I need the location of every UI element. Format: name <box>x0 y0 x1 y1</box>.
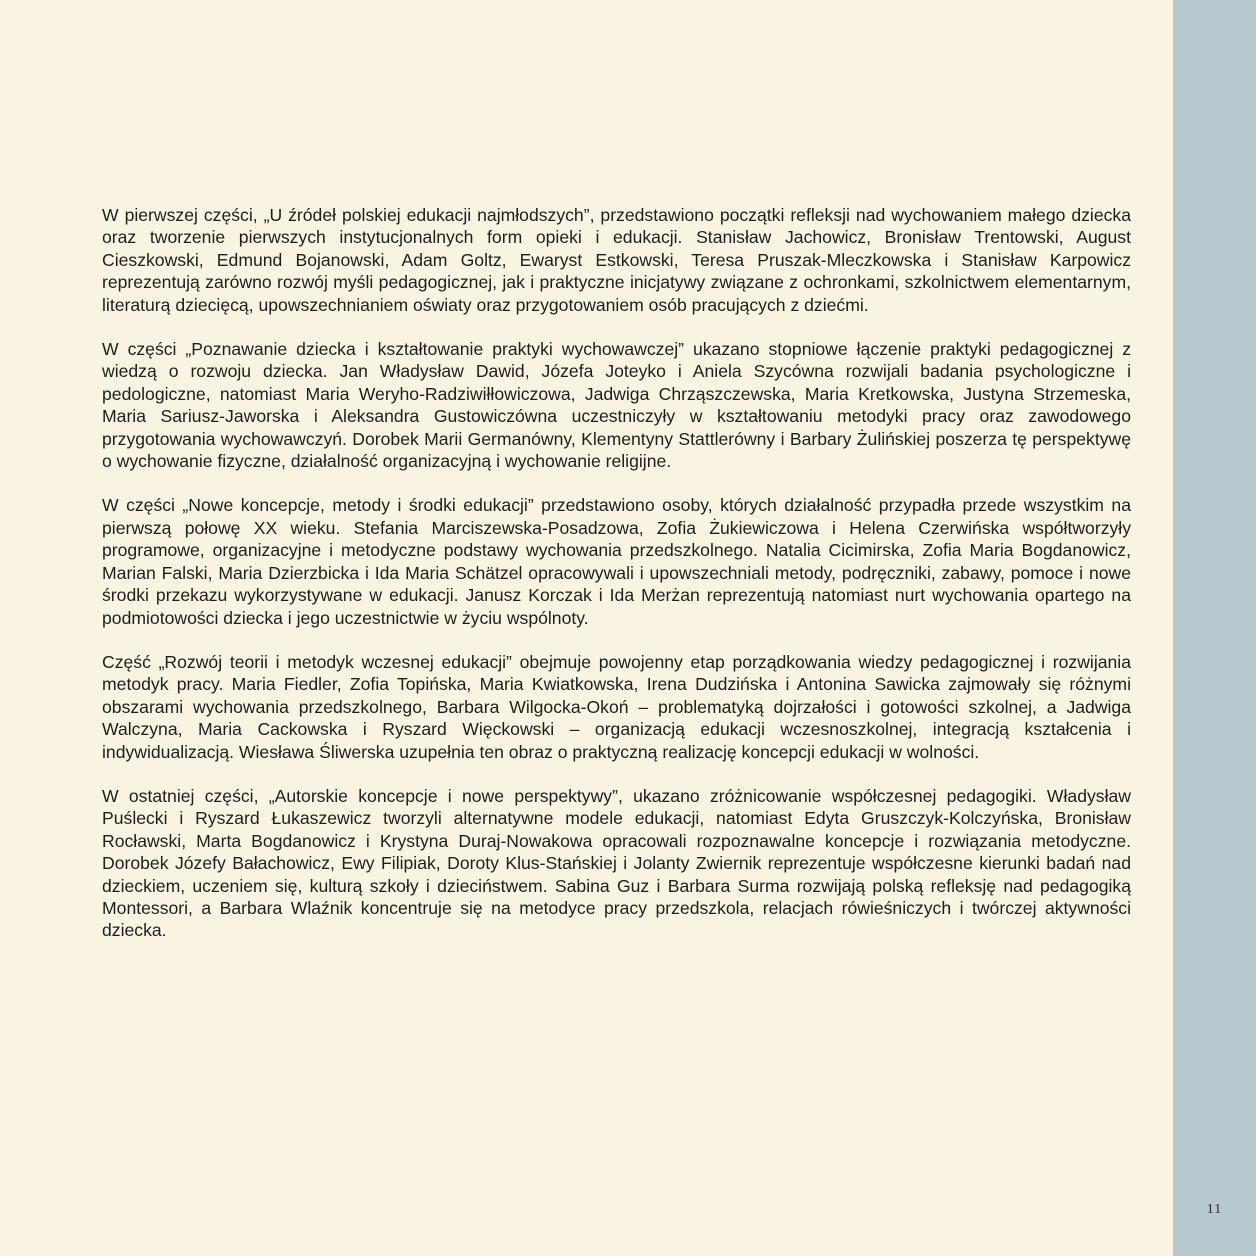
body-text <box>102 204 1131 964</box>
page-number: 11 <box>1206 1202 1223 1217</box>
paragraph-3: W części „Nowe koncepcje, metody i środki edukacji” przedstawiono osoby, których działalność przypadła przede wszystkim na pierwszą połowę XX wieku. Stefania Marciszewska-Posadzowa, Zofia Żukiewiczowa i Helena Czerwińska współtworzyły programowe, organizacyjne i metodyczne podstawy wychowania przedszkolnego. Natalia Cicimirska, Zofia Maria Bogdanowicz, Marian Falski, Maria Dzierzbicka i Ida Maria Schätzel opracowywali i upowszechniali metody, podręczniki, zabawy, pomoce i nowe środki przekazu wykorzystywane w edukacji. Janusz Korczak i Ida Merżan reprezentują natomiast nurt wychowania opartego na podmiotowości dziecka i jego uczestnictwie w życiu wspólnoty. <box>102 495 1131 628</box>
paragraph-4: Część „Rozwój teorii i metodyk wczesnej edukacji” obejmuje powojenny etap porządkowania wiedzy pedagogicznej i rozwijania metodyk pracy. Maria Fiedler, Zofia Topińska, Maria Kwiatkowska, Irena Dudzińska i Antonina Sawicka zajmowały się różnymi obszarami wychowania przedszkolnego, Barbara Wilgocka-Okoń – problematyką dojrzałości i gotowości szkolnej, a Jadwiga Walczyna, Maria Cackowska i Ryszard Więckowski – organizacją edukacji wczesnoszkolnej, integracją kształcenia i indywidualizacją. Wiesława Śliwerska uzupełnia ten obraz o praktyczną realizację koncepcji edukacji w wolności. <box>102 651 1131 762</box>
paragraph-1: W pierwszej części, „U źródeł polskiej edukacji najmłodszych”, przedstawiono początki refleksji nad wychowaniem małego dziecka oraz tworzenie pierwszych instytucjonalnych form opieki i edukacji. Stanisław Jachowicz, Bronisław Trentowski, August Cieszkowski, Edmund Bojanowski, Adam Goltz, Ewaryst Estkowski, Teresa Pruszak-Mleczkowska i Stanisław Karpowicz reprezentują zarówno rozwój myśli pedagogicznej, jak i praktyczne inicjatywy związane z ochronkami, szkolnictwem elementarnym, literaturą dziecięcą, upowszechnianiem oświaty oraz przygotowaniem osób pracujących z dziećmi. <box>102 205 1131 315</box>
paragraph-5: W ostatniej części, „Autorskie koncepcje i nowe perspektywy”, ukazano zróżnicowanie współczesnej pedagogiki. Władysław Puślecki i Ryszard Łukaszewicz tworzyli alternatywne modele edukacji, natomiast Edyta Gruszczyk-Kolczyńska, Bronisław Rocławski, Marta Bogdanowicz i Krystyna Duraj-Nowakowa opracowali rozpoznawalne koncepcje i rozwiązania metodyczne. Dorobek Józefy Bałachowicz, Ewy Filipiak, Doroty Klus-Stańskiej i Jolanty Zwiernik reprezentuje współczesne kierunki badań nad dzieckiem, uczeniem się, kulturą szkoły i dzieciństwem. Sabina Guz i Barbara Surma rozwijają polską refleksję nad pedagogiką Montessori, a Barbara Wlaźnik koncentruje się na metodyce pracy przedszkola, relacjach rówieśniczych i twórczej aktywności dziecka. <box>102 785 1131 941</box>
paragraph-2: W części „Poznawanie dziecka i kształtowanie praktyki wychowawczej” ukazano stopniowe łączenie praktyki pedagogicznej z wiedzą o rozwoju dziecka. Jan Władysław Dawid, Józefa Joteyko i Aniela Szycówna rozwijali badania psychologiczne i pedologiczne, natomiast Maria Weryho-Radziwiłłowiczowa, Jadwiga Chrząszczewska, Maria Kretkowska, Justyna Strzemeska, Maria Sariusz-Jaworska i Aleksandra Gustowiczówna uczestniczyły w kształtowaniu metodyki pracy oraz zawodowego przygotowania wychowawczyń. Dorobek Marii Germanówny, Klementyny Stattlerówny i Barbary Żulińskiej poszerza tę perspektywę o wychowanie fizyczne, działalność organizacyjną i wychowanie religijne. <box>102 339 1131 472</box>
side-margin-band <box>1173 0 1256 1256</box>
